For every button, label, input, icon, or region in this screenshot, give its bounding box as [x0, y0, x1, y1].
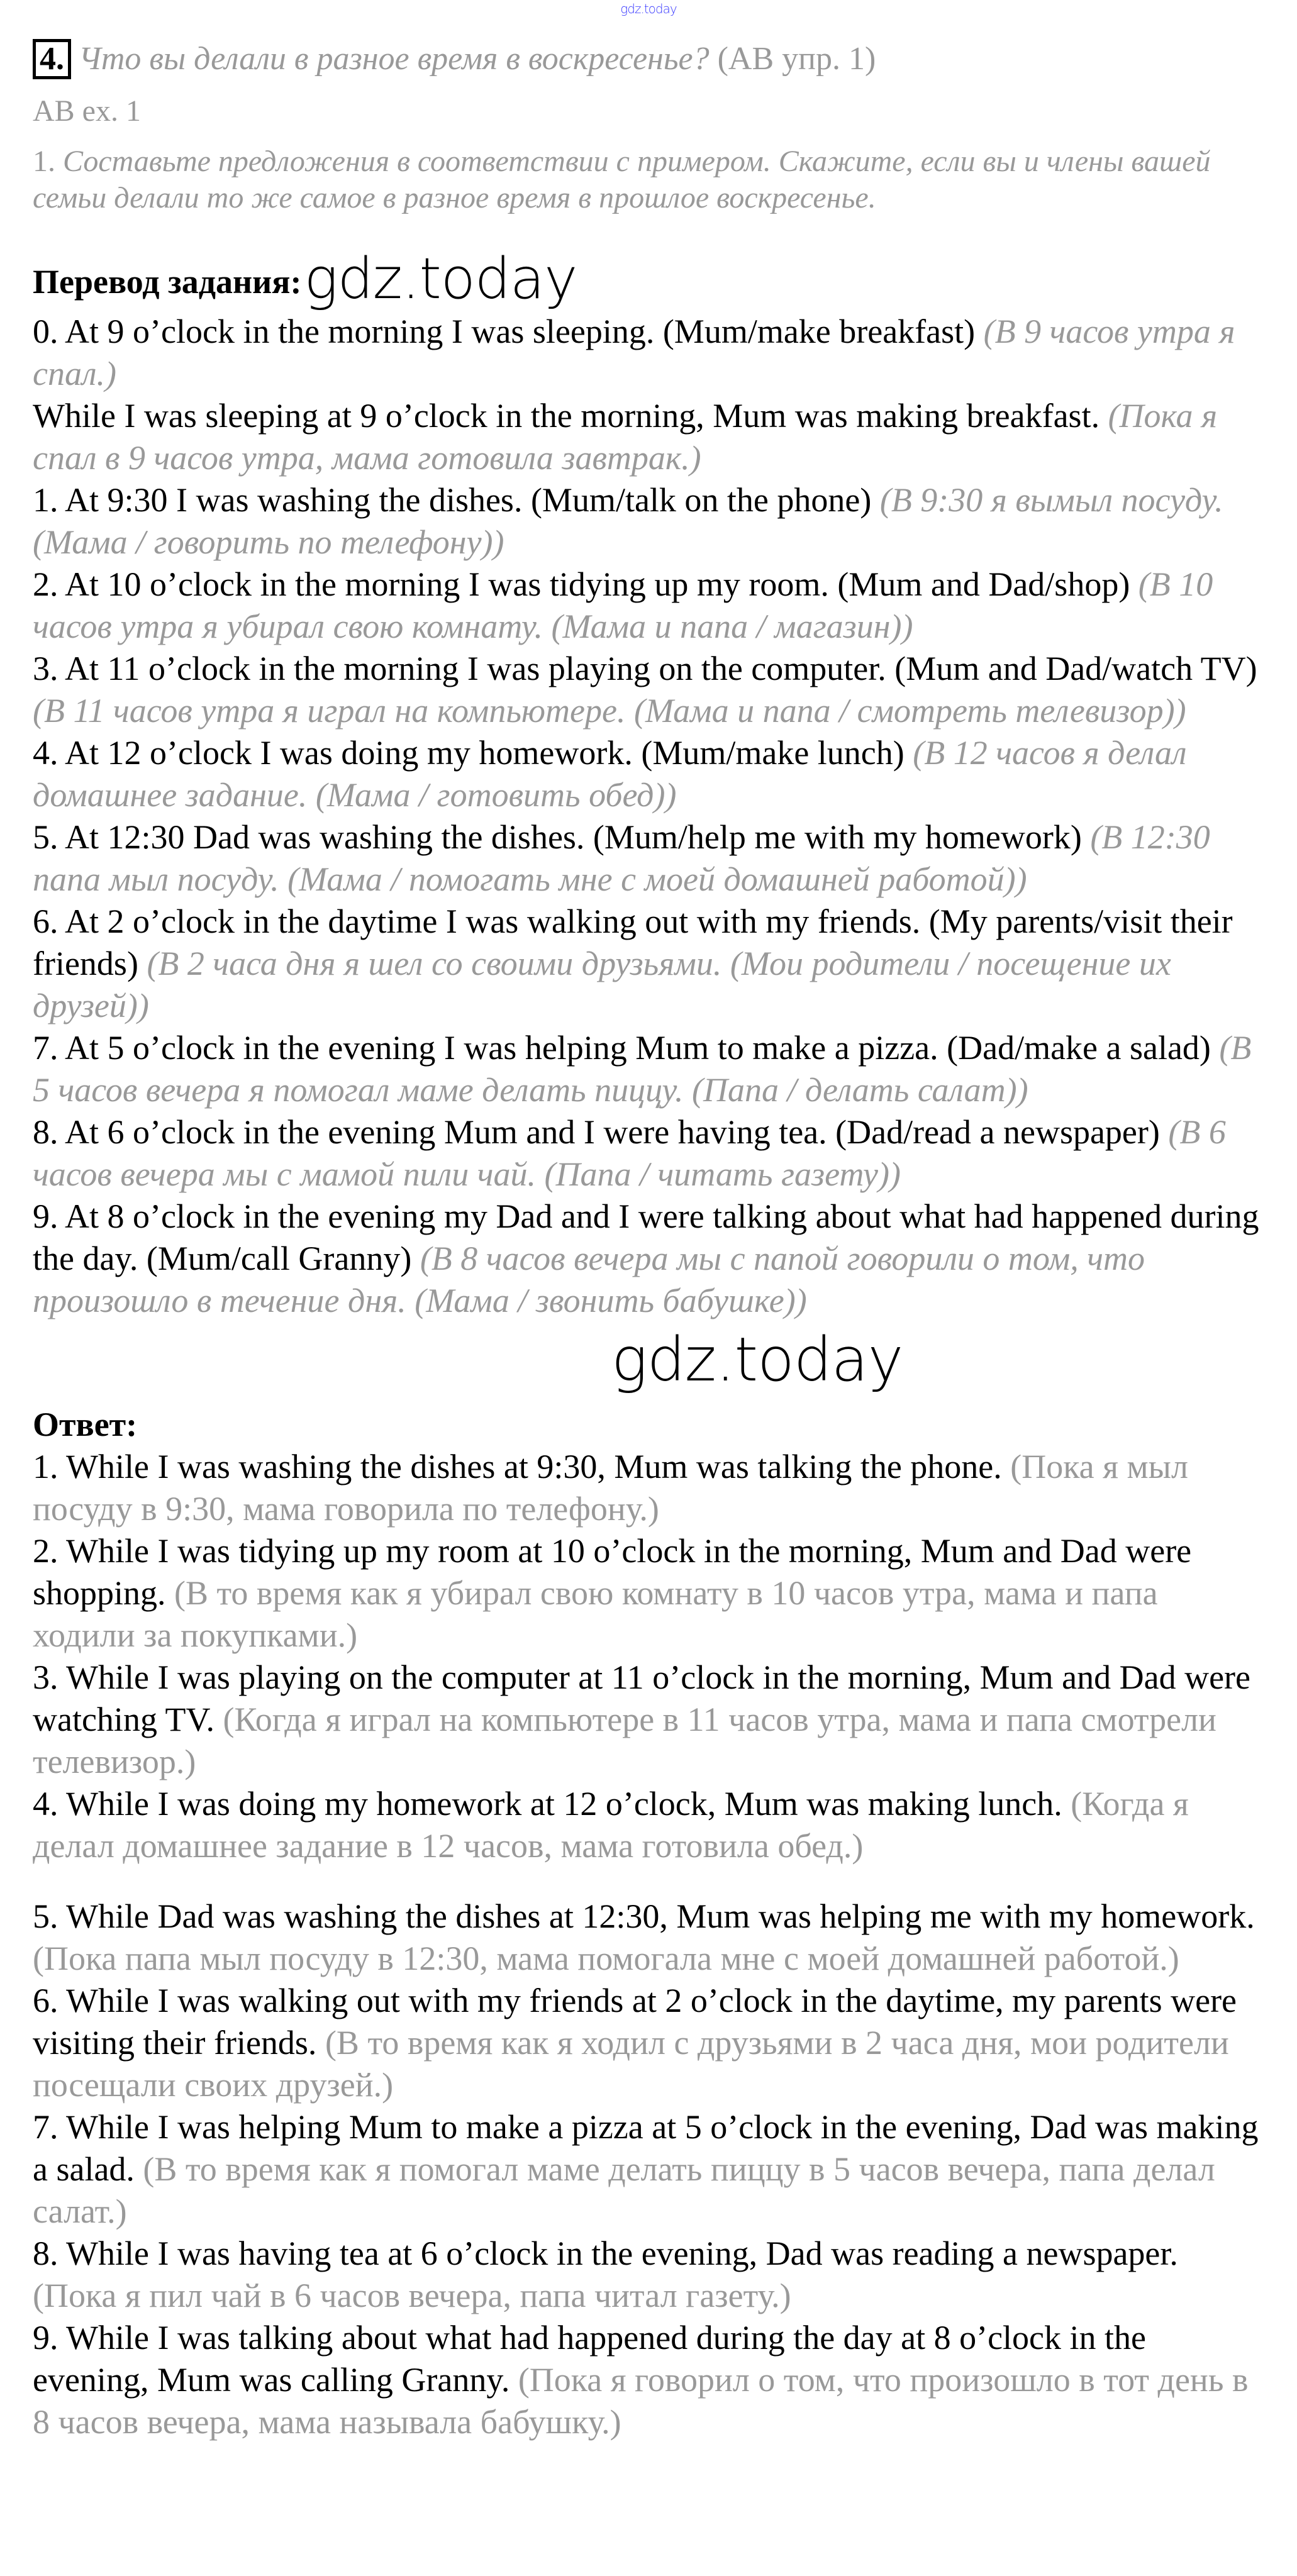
russian-translation: (В 8 часов вечера мы с папой говорили о том, что произошло в течение дня. (Мама / звонить бабушке))	[33, 1240, 1145, 1319]
exercise-number: 4.	[33, 39, 71, 79]
translation-title: Перевод задания:	[33, 263, 302, 301]
english-sentence: 8. While I was having tea at 6 o’clock in the evening, Dad was reading a newspaper.	[33, 2235, 1178, 2272]
list-item	[33, 1111, 1264, 1196]
russian-translation: (В 10 часов утра я убирал свою комнату. (Мама и папа / магазин))	[33, 565, 1213, 645]
list-item	[33, 395, 1264, 479]
english-sentence: While I was sleeping at 9 o’clock in the morning, Mum was making breakfast.	[33, 397, 1100, 435]
english-sentence: 7. While I was helping Mum to make a pizza at 5 o’clock in the evening, Dad was making a salad.	[33, 2108, 1259, 2188]
watermark: gdz.today	[620, 1, 677, 16]
list-item	[33, 1530, 1264, 1657]
list-item	[33, 901, 1264, 1027]
list-item	[33, 311, 1264, 395]
russian-translation: (Пока я мыл посуду в 9:30, мама говорила по телефону.)	[33, 1448, 1188, 1528]
english-sentence: 5. While Dad was washing the dishes at 12:30, Mum was helping me with my homework.	[33, 1897, 1255, 1935]
list-item	[33, 2233, 1264, 2317]
list-item	[33, 816, 1264, 901]
list-item	[33, 1196, 1264, 1322]
english-sentence: 9. While I was talking about what had happened during the day at 8 o’clock in the evening, Mum was calling Granny.	[33, 2319, 1147, 2399]
list-item	[33, 1896, 1264, 1980]
list-item	[33, 479, 1264, 564]
russian-translation: (В то время как я убирал свою комнату в 10 часов утра, мама и папа ходили за покупками.)	[33, 1574, 1158, 1654]
english-sentence: 2. At 10 o’clock in the morning I was tidying up my room. (Mum and Dad/shop)	[33, 565, 1130, 603]
english-sentence: 0. At 9 o’clock in the morning I was sleeping. (Mum/make breakfast)	[33, 313, 976, 350]
answers-list	[33, 1446, 1264, 2443]
russian-translation: (Пока папа мыл посуду в 12:30, мама помогала мне с моей домашней работой.)	[33, 1940, 1179, 1977]
list-item	[33, 564, 1264, 648]
instruction-number: 1.	[33, 145, 55, 178]
russian-translation: (В 9 часов утра я спал.)	[33, 313, 1235, 392]
english-sentence: 1. At 9:30 I was washing the dishes. (Mum/talk on the phone)	[33, 481, 872, 519]
english-sentence: 3. While I was playing on the computer at 11 o’clock in the morning, Mum and Dad were watching TV.	[33, 1658, 1251, 1738]
translation-section	[33, 248, 1264, 1322]
russian-translation: (В 6 часов вечера мы с мамой пили чай. (Папа / читать газету))	[33, 1113, 1226, 1193]
russian-translation: (В то время как я помогал маме делать пиццу в 5 часов вечера, папа делал салат.)	[33, 2150, 1215, 2230]
watermark: gdz.today	[304, 246, 577, 312]
english-sentence: 6. While I was walking out with my friends at 2 o’clock in the daytime, my parents were visiting their friends.	[33, 1982, 1237, 2062]
russian-translation: (Когда я играл на компьютере в 11 часов утра, мама и папа смотрели телевизор.)	[33, 1701, 1216, 1780]
russian-translation: (Пока я говорил о том, что произошло в тот день в 8 часов вечера, мама называла бабушку.)	[33, 2361, 1249, 2441]
answers-section	[33, 1404, 1264, 2443]
russian-translation: (В 5 часов вечера я помогал маме делать пиццу. (Папа / делать салат))	[33, 1029, 1252, 1109]
english-sentence: 5. At 12:30 Dad was washing the dishes. (Mum/help me with my homework)	[33, 818, 1082, 856]
english-sentence: 4. At 12 o’clock I was doing my homework. (Mum/make lunch)	[33, 734, 905, 772]
russian-translation: (Пока я спал в 9 часов утра, мама готовила завтрак.)	[33, 397, 1218, 477]
russian-translation: (Пока я пил чай в 6 часов вечера, папа читал газету.)	[33, 2277, 791, 2314]
list-item	[33, 2106, 1264, 2233]
list-item	[33, 1446, 1264, 1530]
list-item	[33, 648, 1264, 732]
english-sentence: 7. At 5 o’clock in the evening I was helping Mum to make a pizza. (Dad/make a salad)	[33, 1029, 1211, 1067]
english-sentence: 2. While I was tidying up my room at 10 o’clock in the morning, Mum and Dad were shopping.	[33, 1532, 1192, 1612]
english-sentence: 6. At 2 o’clock in the daytime I was walking out with my friends. (My parents/visit their friends)	[33, 902, 1233, 982]
english-sentence: 9. At 8 o’clock in the evening my Dad and I were talking about what had happened during the day. (Mum/call Granny)	[33, 1197, 1259, 1277]
english-sentence: 3. At 11 o’clock in the morning I was playing on the computer. (Mum and Dad/watch TV)	[33, 650, 1257, 687]
russian-translation: (В 11 часов утра я играл на компьютере. (Мама и папа / смотреть телевизор))	[33, 692, 1186, 730]
english-sentence: 8. At 6 o’clock in the evening Mum and I were having tea. (Dad/read a newspaper)	[33, 1113, 1160, 1151]
russian-translation: (В 12 часов я делал домашнее задание. (Мама / готовить обед))	[33, 734, 1187, 814]
russian-translation: (В 9:30 я вымыл посуду. (Мама / говорить по телефону))	[33, 481, 1223, 561]
list-item	[33, 1027, 1264, 1111]
ab-exercise-label: AB ex. 1	[33, 94, 141, 128]
translation-list	[33, 311, 1264, 1322]
translation-title-row	[33, 248, 1264, 311]
russian-translation: (В 12:30 папа мыл посуду. (Мама / помогать мне с моей домашней работой))	[33, 818, 1210, 898]
english-sentence: 1. While I was washing the dishes at 9:30, Mum was talking the phone.	[33, 1448, 1002, 1485]
watermark: gdz.today	[611, 1324, 903, 1395]
exercise-title: Что вы делали в разное время в воскресенье?	[79, 41, 710, 77]
russian-translation: (В 2 часа дня я шел со своими друзьями. (Мои родители / посещение их друзей))	[33, 945, 1171, 1024]
list-item	[33, 1980, 1264, 2106]
exercise-header	[33, 39, 1264, 79]
instruction-text: Составьте предложения в соответствии с примером. Скажите, если вы и члены вашей семьи делали то же самое в разное время в прошлое воскресенье.	[33, 145, 1211, 214]
list-item	[33, 732, 1264, 816]
list-item	[33, 1657, 1264, 1783]
instruction	[33, 143, 1215, 216]
russian-translation: (В то время как я ходил с друзьями в 2 часа дня, мои родители посещали своих друзей.)	[33, 2024, 1229, 2104]
russian-translation: (Когда я делал домашнее задание в 12 часов, мама готовила обед.)	[33, 1785, 1189, 1865]
exercise-ref: (AB упр. 1)	[717, 41, 876, 77]
answers-title: Ответ:	[33, 1406, 138, 1443]
list-item	[33, 1783, 1264, 1867]
english-sentence: 4. While I was doing my homework at 12 o’clock, Mum was making lunch.	[33, 1785, 1062, 1823]
list-item	[33, 2317, 1264, 2443]
